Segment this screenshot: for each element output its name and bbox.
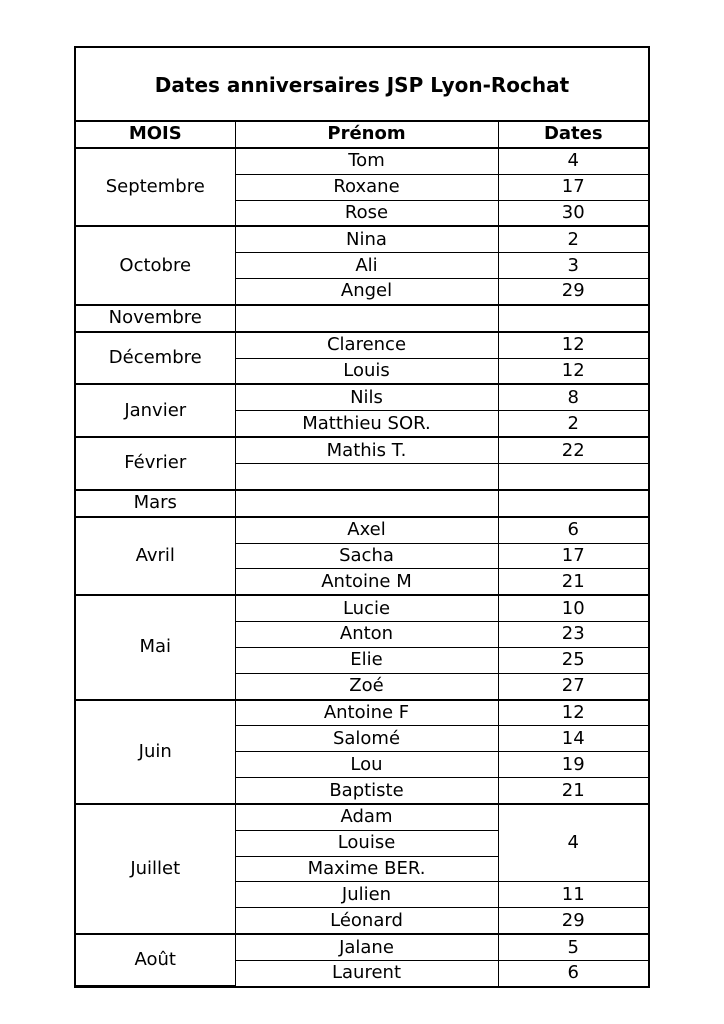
name-cell: Salomé [235,726,498,752]
date-cell: 23 [498,622,648,648]
table-row [76,517,648,543]
name-cell: Nils [235,384,498,410]
month-cell: Mai [76,595,235,699]
date-cell: 2 [498,226,648,252]
name-cell [235,490,498,517]
table-row [76,384,648,410]
date-cell: 14 [498,726,648,752]
month-cell: Novembre [76,305,235,332]
date-cell: 12 [498,700,648,726]
date-cell: 21 [498,569,648,595]
date-cell [498,490,648,517]
date-cell: 21 [498,778,648,804]
document-title: Dates anniversaires JSP Lyon-Rochat [76,48,648,122]
name-cell: Mathis T. [235,437,498,463]
date-cell [498,305,648,332]
table-row [76,700,648,726]
name-cell [235,463,498,489]
month-cell: Mars [76,490,235,517]
name-cell: Antoine F [235,700,498,726]
name-cell: Roxane [235,174,498,200]
date-cell: 17 [498,543,648,569]
month-cell: Janvier [76,384,235,437]
table-row [76,226,648,252]
name-cell: Lou [235,752,498,778]
name-cell: Zoé [235,673,498,699]
name-cell: Antoine M [235,569,498,595]
header-name: Prénom [235,122,498,148]
header-month: MOIS [76,122,235,148]
name-cell: Léonard [235,908,498,934]
month-cell: Juin [76,700,235,804]
date-cell: 29 [498,908,648,934]
table-row [76,148,648,174]
month-cell: Octobre [76,226,235,305]
date-cell: 25 [498,647,648,673]
name-cell: Anton [235,622,498,648]
name-cell: Louise [235,830,498,856]
name-cell: Ali [235,253,498,279]
table-body [76,148,648,986]
month-cell: Septembre [76,148,235,227]
name-cell: Axel [235,517,498,543]
date-cell: 6 [498,961,648,986]
date-cell: 8 [498,384,648,410]
name-cell: Laurent [235,961,498,986]
name-cell: Jalane [235,934,498,960]
date-cell: 27 [498,673,648,699]
table-row [76,490,648,517]
date-cell: 4 [498,804,648,882]
month-cell: Février [76,437,235,490]
date-cell: 11 [498,882,648,908]
table-row [76,332,648,358]
name-cell: Angel [235,279,498,305]
name-cell: Maxime BER. [235,856,498,882]
date-cell: 4 [498,148,648,174]
table-row [76,934,648,960]
name-cell: Elie [235,647,498,673]
name-cell: Clarence [235,332,498,358]
table-row [76,437,648,463]
date-cell: 2 [498,411,648,437]
month-cell: Août [76,934,235,986]
date-cell: 29 [498,279,648,305]
date-cell: 12 [498,358,648,384]
name-cell: Tom [235,148,498,174]
name-cell [235,305,498,332]
date-cell: 6 [498,517,648,543]
name-cell: Adam [235,804,498,830]
name-cell: Sacha [235,543,498,569]
month-cell: Juillet [76,804,235,934]
month-cell: Décembre [76,332,235,385]
name-cell: Louis [235,358,498,384]
birthday-sheet [74,46,650,988]
name-cell: Julien [235,882,498,908]
date-cell: 17 [498,174,648,200]
date-cell: 12 [498,332,648,358]
date-cell: 3 [498,253,648,279]
birthday-table [76,122,648,986]
name-cell: Nina [235,226,498,252]
table-row [76,305,648,332]
date-cell: 22 [498,437,648,463]
date-cell: 5 [498,934,648,960]
name-cell: Baptiste [235,778,498,804]
header-date: Dates [498,122,648,148]
table-row [76,595,648,621]
date-cell: 19 [498,752,648,778]
date-cell: 30 [498,200,648,226]
name-cell: Rose [235,200,498,226]
date-cell [498,463,648,489]
table-row [76,804,648,830]
header-row [76,122,648,148]
date-cell: 10 [498,595,648,621]
month-cell: Avril [76,517,235,596]
name-cell: Lucie [235,595,498,621]
name-cell: Matthieu SOR. [235,411,498,437]
